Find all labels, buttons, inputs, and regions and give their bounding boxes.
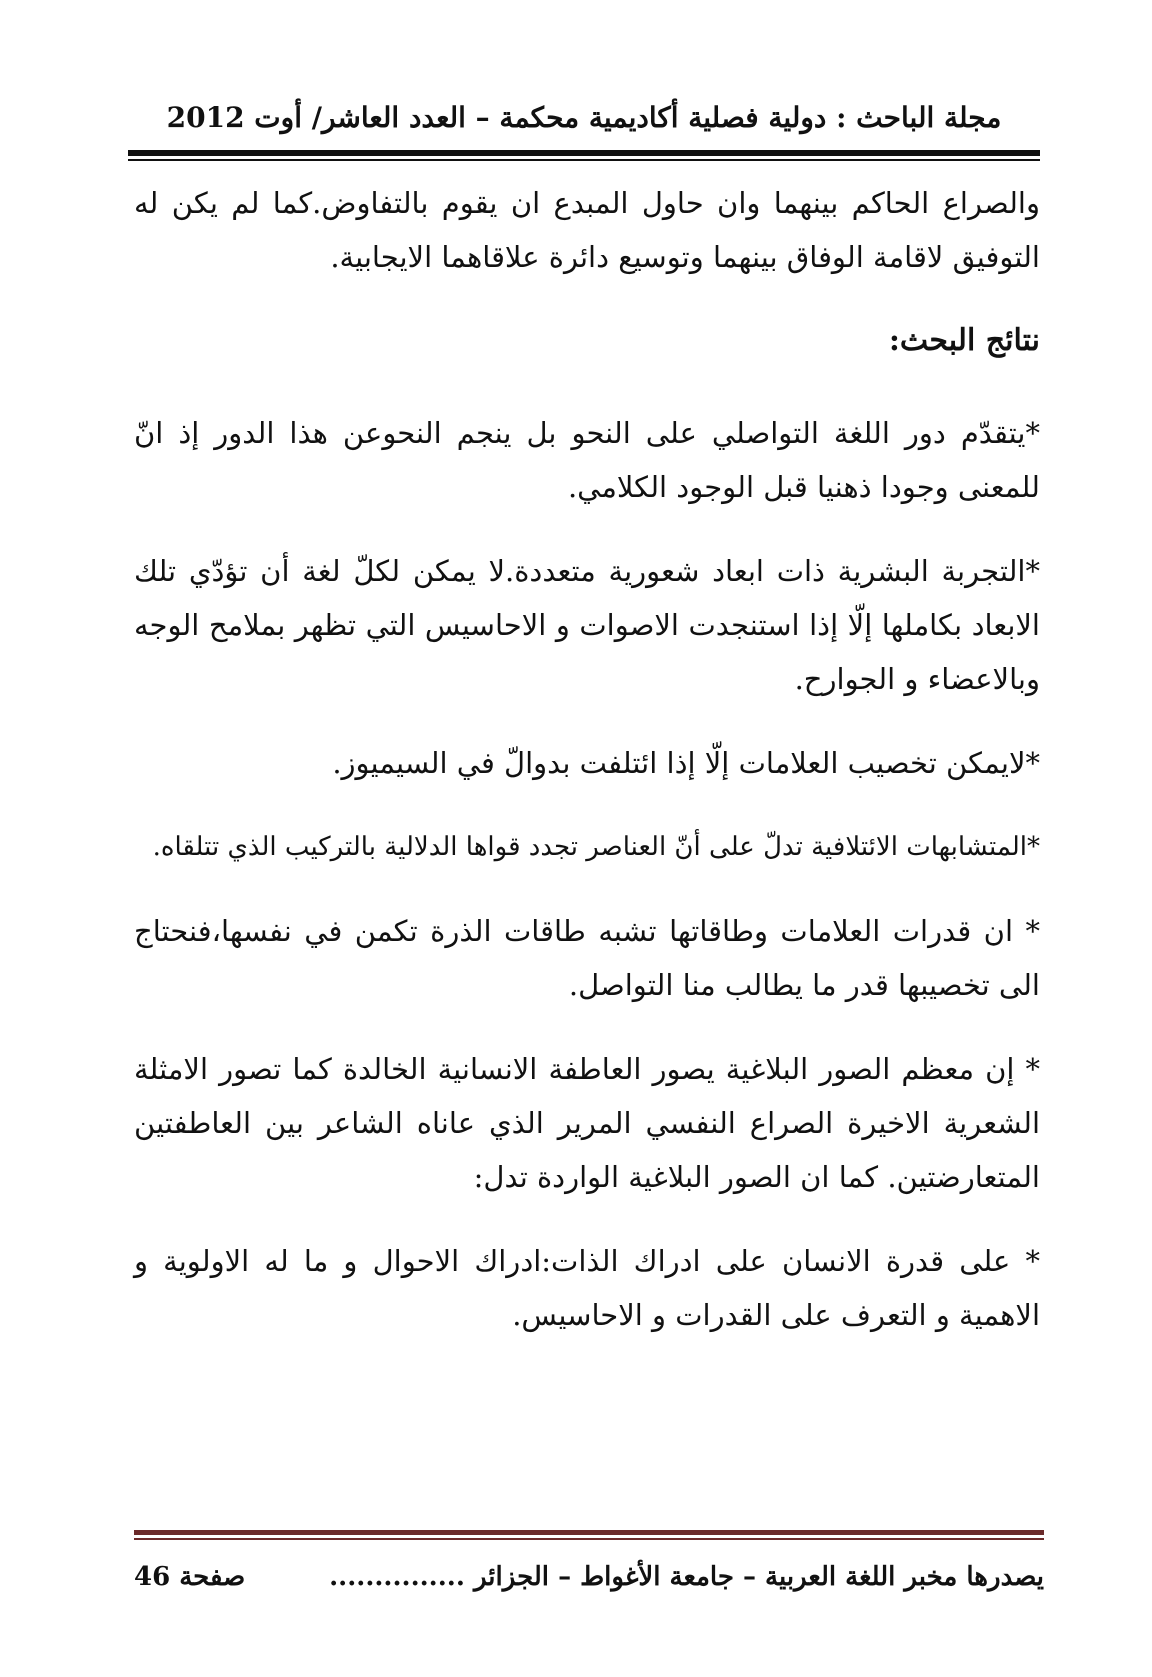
article-body xyxy=(134,176,1040,1446)
result-point-2: *التجربة البشرية ذات ابعاد شعورية متعددة.لا يمكن لكلّ لغة أن تؤدّي تلك الابعاد بكاملها إلّا إذا استنجدت الاصوات و الاحاسيس التي تظهر بملامح الوجه وبالاعضاء و الجوارح. xyxy=(134,554,1040,696)
footer-publisher: يصدرها مخبر اللغة العربية – جامعة الأغواط – الجزائر ............... xyxy=(329,1562,1044,1592)
result-point-7: * على قدرة الانسان على ادراك الذات:ادراك الاحوال و ما له الاولوية و الاهمية و التعرف على القدرات و الاحاسيس. xyxy=(134,1244,1040,1332)
page-number: صفحة 46 xyxy=(134,1562,246,1592)
journal-header: مجلة الباحث : دولية فصلية أكاديمية محكمة – العدد العاشر/ أوت 2012 xyxy=(166,101,1002,134)
section-heading: نتائج البحث: xyxy=(888,323,1040,358)
result-point-4: *المتشابهات الائتلافية تدلّ على أنّ العناصر تجدد قواها الدلالية بالتركيب الذي تتلقاه. xyxy=(152,832,1040,862)
intro-paragraph: والصراع الحاكم بينهما وان حاول المبدع ان يقوم بالتفاوض.كما لم يكن له التوفيق لاقامة الوفاق بينهما وتوسيع دائرة علاقاهما الايجابية. xyxy=(134,186,1040,274)
result-point-5: * ان قدرات العلامات وطاقاتها تشبه طاقات الذرة تكمن في نفسها،فنحتاج الى تخصيبها قدر ما يطالب منا التواصل. xyxy=(134,914,1040,1002)
footer-rule-thick xyxy=(134,1530,1044,1535)
journal-footer xyxy=(134,1552,1044,1602)
header-rule-thin xyxy=(128,159,1040,161)
result-point-6: * إن معظم الصور البلاغية يصور العاطفة الانسانية الخالدة كما تصور الامثلة الشعرية الاخيرة الصراع النفسي المرير الذي عاناه الشاعر بين العاطفتين المتعارضتين. كما ان الصور البلاغية الواردة تدل: xyxy=(134,1052,1040,1194)
header-rule-thick xyxy=(128,150,1040,156)
result-point-3: *لايمكن تخصيب العلامات إلّا إذا ائتلفت بدوالّ في السيميوز. xyxy=(332,746,1040,780)
footer-rule-thin xyxy=(134,1538,1044,1540)
result-point-1: *يتقدّم دور اللغة التواصلي على النحو بل ينجم النحوعن هذا الدور إذ انّ للمعنى وجودا ذهنيا قبل الوجود الكلامي. xyxy=(134,416,1040,504)
